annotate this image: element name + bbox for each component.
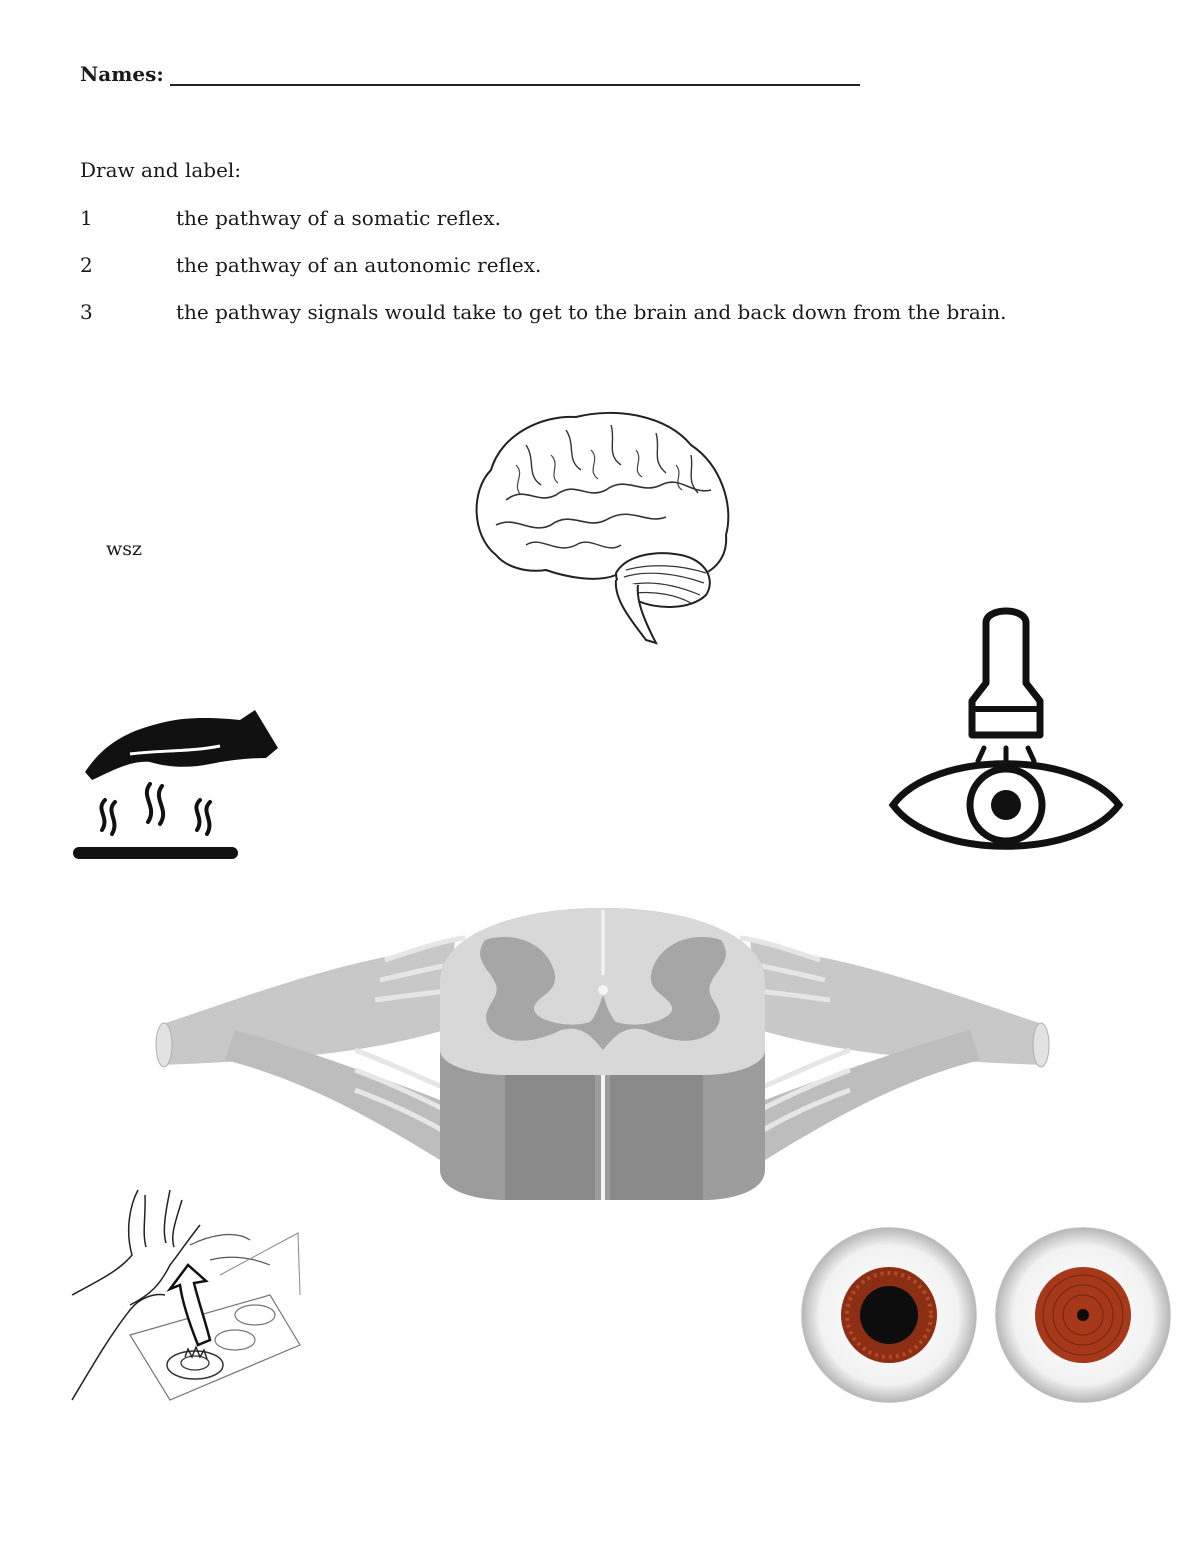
task-number: 1 [80, 206, 93, 230]
task-text: the pathway of a somatic reflex. [176, 206, 501, 230]
task-item-3 [80, 300, 1006, 324]
task-text: the pathway signals would take to get to the brain and back down from the brain. [176, 300, 1007, 324]
task-text: the pathway of an autonomic reflex. [176, 253, 542, 277]
stray-text: wsz [106, 538, 143, 560]
dilated-and-constricted-pupils [800, 1225, 1175, 1407]
instruction-text: Draw and label: [80, 158, 242, 182]
flashlight-on-eye-icon [888, 605, 1124, 867]
task-number: 3 [80, 300, 93, 324]
names-field[interactable] [80, 62, 860, 86]
task-item-1 [80, 206, 501, 230]
hand-over-hot-surface-icon [70, 702, 285, 864]
names-blank-line[interactable] [170, 66, 860, 86]
task-item-2 [80, 253, 541, 277]
task-number: 2 [80, 253, 93, 277]
spinal-cord-cross-section [155, 900, 1050, 1205]
hand-withdrawing-from-stove [70, 1185, 302, 1415]
names-label: Names: [80, 62, 164, 86]
brain-illustration [466, 405, 736, 650]
